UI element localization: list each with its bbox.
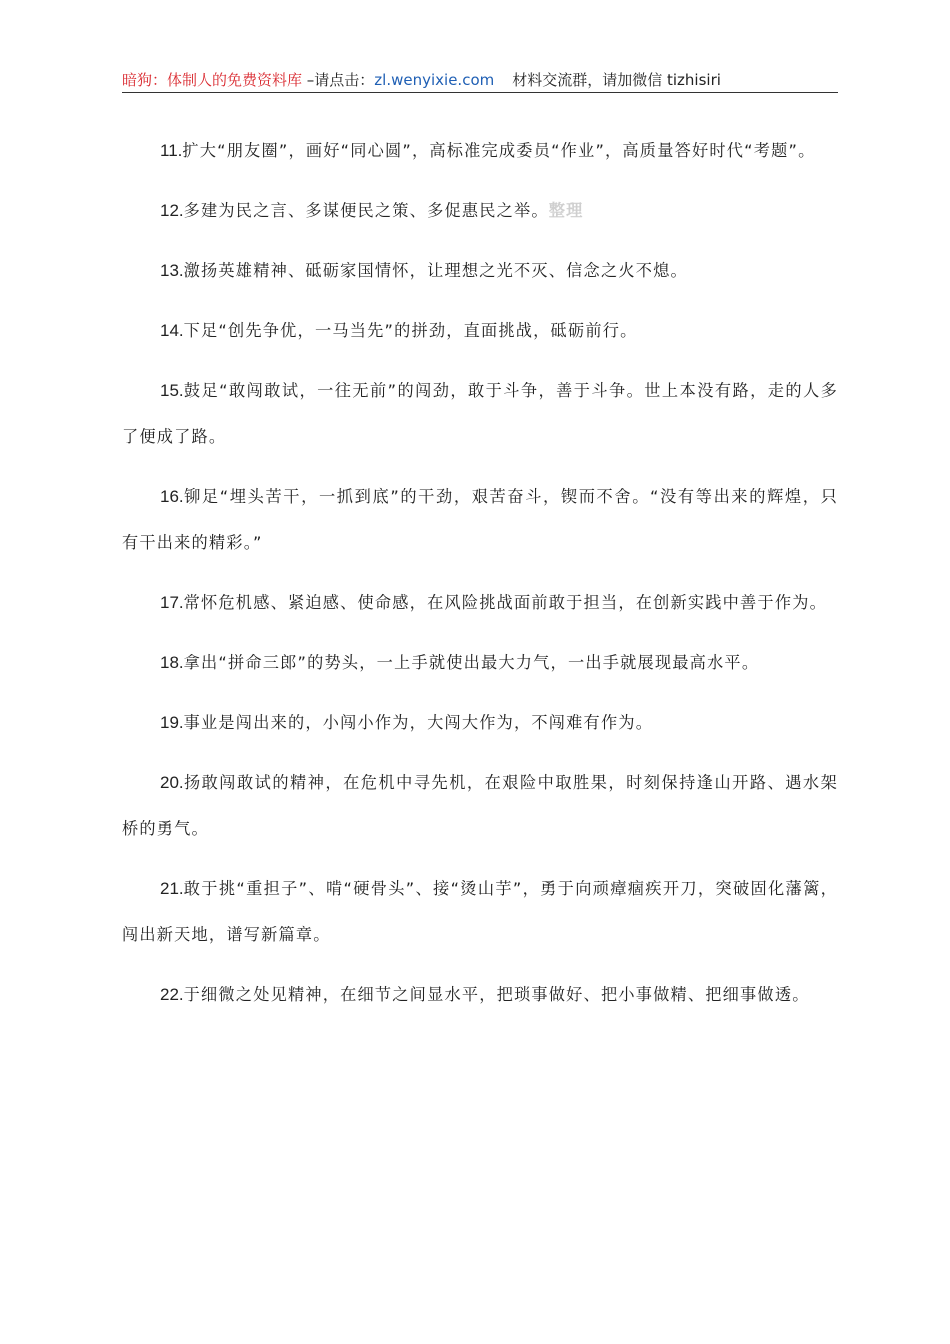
list-item: 21.敢于挑“重担子”、啃“硬骨头”、接“烫山芋”，勇于向顽瘴痼疾开刀，突破固化藩篱，闯出新天地，谱写新篇章。: [122, 879, 838, 944]
list-item: 19.事业是闯出来的，小闯小作为，大闯大作为，不闯难有作为。: [160, 713, 654, 732]
header-url-link[interactable]: zl.wenyixie.com: [374, 71, 495, 89]
list-item: 20.扬敢闯敢试的精神，在危机中寻先机，在艰险中取胜果，时刻保持逢山开路、遇水架桥的勇气。: [122, 773, 838, 838]
header-click-prefix: –请点击：: [302, 71, 375, 89]
list-item: 12.多建为民之言、多谋便民之策、多促惠民之举。整理: [160, 201, 584, 220]
list-item: 18.拿出“拼命三郎”的势头，一上手就使出最大力气，一出手就展现最高水平。: [160, 653, 760, 672]
list-item: 13.激扬英雄精神、砥砺家国情怀，让理想之光不灭、信念之火不熄。: [160, 261, 688, 280]
document-body: [122, 128, 838, 1032]
page-header: [122, 70, 838, 93]
list-item: 17.常怀危机感、紧迫感、使命感，在风险挑战面前敢于担当，在创新实践中善于作为。: [160, 593, 827, 612]
list-item: 15.鼓足“敢闯敢试，一往无前”的闯劲，敢于斗争，善于斗争。世上本没有路，走的人多了便成了路。: [122, 381, 838, 446]
list-item: 14.下足“创先争优，一马当先”的拼劲，直面挑战，砥砺前行。: [160, 321, 638, 340]
list-item: 11.扩大“朋友圈”，画好“同心圆”，高标准完成委员“作业”，高质量答好时代“考题”。: [160, 141, 816, 160]
list-item: 16.铆足“埋头苦干，一抓到底”的干劲，艰苦奋斗，锲而不舍。“没有等出来的辉煌，只有干出来的精彩。”: [122, 487, 838, 552]
list-item: 22.于细微之处见精神，在细节之间显水平，把琐事做好、把小事做精、把细事做透。: [160, 985, 810, 1004]
header-contact: 材料交流群，请加微信 tizhisiri: [512, 71, 721, 89]
watermark-text: 整理: [548, 201, 584, 220]
header-brand: 暗狗：体制人的免费资料库: [122, 71, 303, 89]
